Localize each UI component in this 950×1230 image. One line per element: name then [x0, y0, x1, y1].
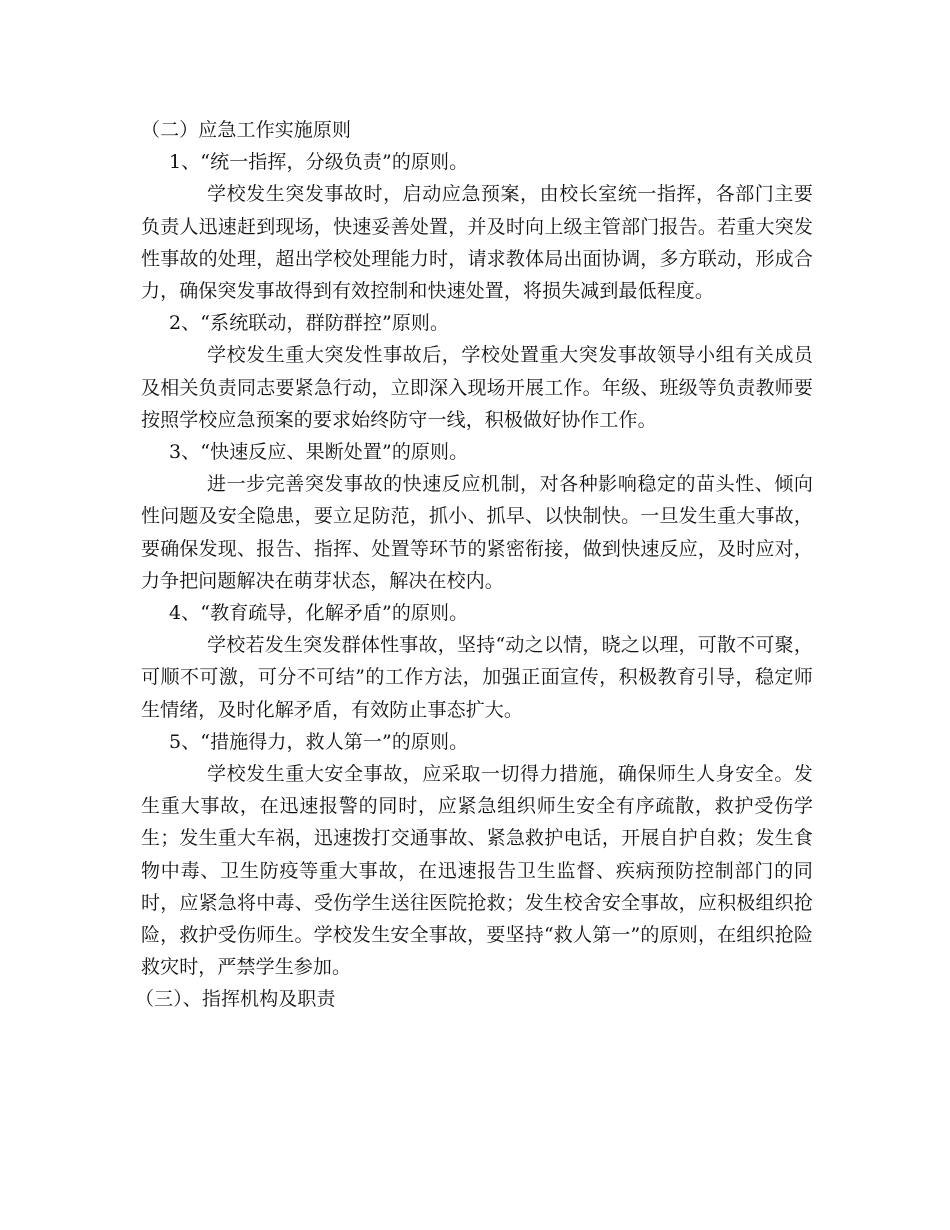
principle-5-title: 5、“措施得力，救人第一”的原则。 — [169, 730, 469, 753]
principle-2-body: 学校发生重大突发性事故后，学校处置重大突发事故领导小组有关成员及相关负责同志要紧急行动，立即深入现场开展工作。年级、班级等负责教师要按照学校应急预案的要求始终防守一线，积极做好协作工作。 — [141, 344, 813, 431]
section-heading-3: （三）、指挥机构及职责 — [135, 988, 336, 1011]
section-heading-2: （二）应急工作实施原则 — [141, 119, 352, 141]
principle-1-body: 学校发生突发事故时，启动应急预案，由校长室统一指挥，各部门主要负责人迅速赶到现场，快速妥善处置，并及时向上级主管部门报告。若重大突发性事故的处理，超出学校处理能力时，请求教体局出面协调，多方联动，形成合力，确保突发事故得到有效控制和快速处置，将损失减到最低程度。 — [141, 183, 813, 302]
principle-3-body: 进一步完善突发事故的快速反应机制，对各种影响稳定的苗头性、倾向性问题及安全隐患，要立足防范，抓小、抓早、以快制快。一旦发生重大事故，要确保发现、报告、指挥、处置等环节的紧密衔接，做到快速反应，及时应对，力争把问题解决在萌芽状态，解决在校内。 — [141, 473, 813, 592]
principle-3-title: 3、“快速反应、果断处置”的原则。 — [169, 440, 469, 463]
principle-4-title: 4、“教育疏导，化解矛盾”的原则。 — [169, 601, 469, 624]
principle-4-body: 学校若发生突发群体性事故，坚持“动之以情，晓之以理，可散不可聚，可顺不可激，可分不可结”的工作方法，加强正面宣传，积极教育引导，稳定师生情绪，及时化解矛盾，有效防止事态扩大。 — [141, 634, 813, 721]
principle-2-title: 2、“系统联动，群防群控”原则。 — [169, 312, 450, 335]
principle-5-body: 学校发生重大安全事故，应采取一切得力措施，确保师生人身安全。发生重大事故，在迅速报警的同时，应紧急组织师生安全有序疏散，救护受伤学生；发生重大车祸，迅速拨打交通事故、紧急救护电话，开展自护自救；发生食物中毒、卫生防疫等重大事故，在迅速报告卫生监督、疾病预防控制部门的同时，应紧急将中毒、受伤学生送往医院抢救；发生校舍安全事故，应积极组织抢险，救护受伤师生。学校发生安全事故，要坚持“救人第一”的原则，在组织抢险救灾时，严禁学生参加。 — [141, 762, 813, 979]
principle-1-title: 1、“统一指挥，分级负责”的原则。 — [169, 151, 469, 174]
document-body — [135, 114, 813, 1016]
